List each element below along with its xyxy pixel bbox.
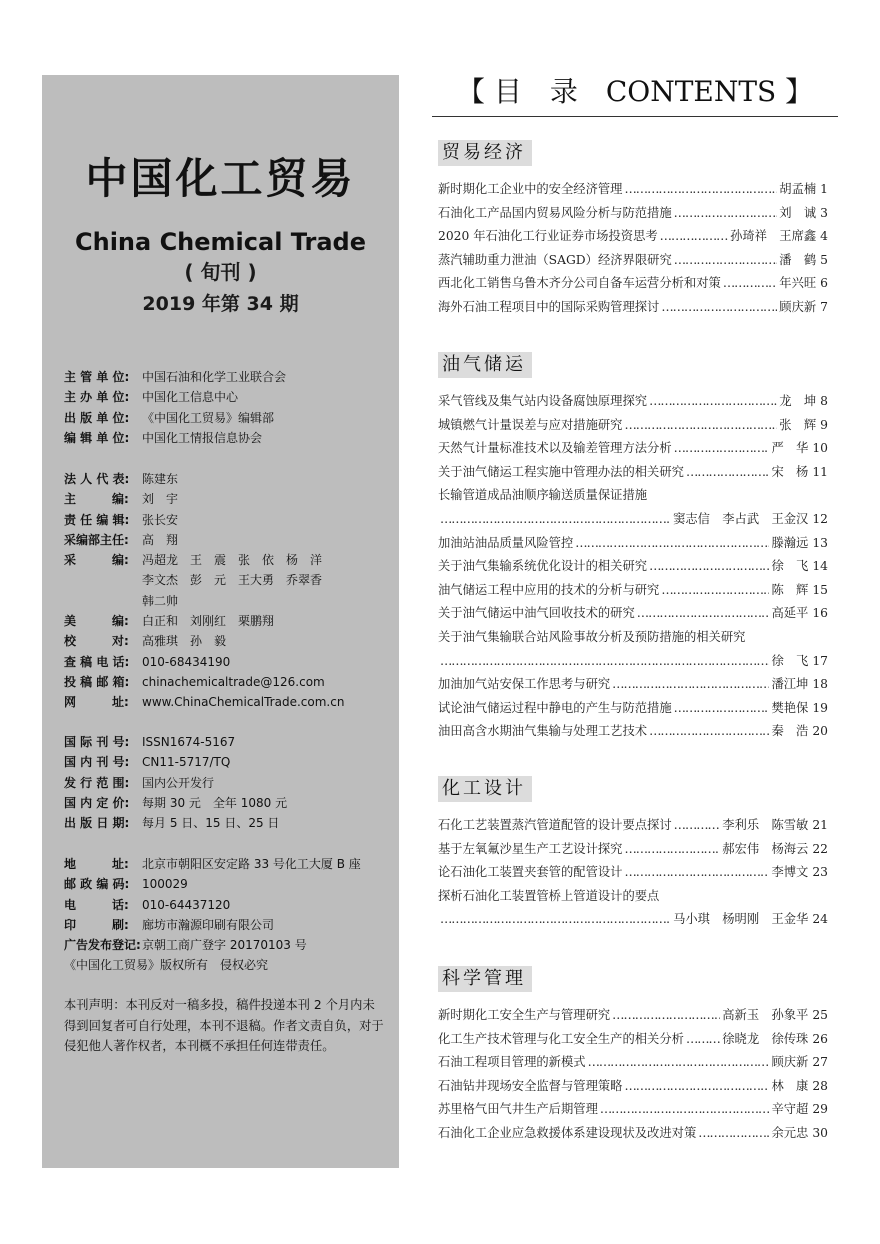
info-value: 中国化工信息中心 [142,390,239,405]
entry-title: 关于油气集输联合站风险事故分析及预防措施的相关研究 [438,629,746,644]
info-value: 中国石油和化学工业联合会 [142,370,287,384]
info-value: 国内公开发行 [142,775,215,790]
entry-authors: 徐晓龙 徐传珠 [722,1031,809,1046]
entry-authors: 高延平 [771,606,809,621]
entry-authors: 余元忠 [771,1125,809,1140]
info-value: 《中国化工贸易》编辑部 [142,410,275,425]
entry-title: 化工生产技术管理与化工安全生产的相关分析 [438,1031,684,1046]
leader-dots [575,532,769,556]
toc-entry[interactable] [438,673,828,697]
toc-section [438,140,828,320]
entry-title: 加油站油品质量风险管控 [438,535,574,550]
entry-page: 17 [812,653,828,668]
entry-title: 石油化工产品国内贸易风险分析与防范措施 [438,205,672,220]
entry-authors: 潘 鹤 [779,252,817,267]
info-value: 京朝工商广登字 20170103 号 [142,938,307,953]
entry-authors: 辛守超 [771,1102,809,1117]
publication-details [64,732,394,833]
entry-page: 16 [812,606,828,621]
leader-dots [624,1075,769,1099]
entry-page: 14 [812,559,828,574]
toc-entry[interactable] [438,650,828,674]
info-row [64,955,394,975]
info-value: 韩二帅 [142,593,179,608]
entry-title: 关于油气储运中油气回收技术的研究 [438,606,635,621]
entry-page: 21 [812,818,828,832]
info-value: 高 翔 [142,532,179,547]
toc-entry[interactable] [438,885,828,909]
entry-page: 1 [820,182,828,196]
entry-title: 论石油化工装置夹套管的配管设计 [438,865,623,880]
entry-authors: 胡孟楠 [779,182,817,196]
journal-title-en: China Chemical Trade [75,228,366,256]
entry-authors: 年兴旺 [779,276,817,291]
entry-title: 新时期化工安全生产与管理研究 [438,1008,611,1022]
leader-dots [674,202,778,226]
info-label: 发 行 范 围: [64,775,130,790]
entry-title: 长输管道成品油顺序输送质量保证措施 [438,488,648,503]
entry-page: 28 [812,1078,828,1093]
toc-entry[interactable] [438,579,828,603]
toc-entry[interactable] [438,461,828,485]
info-value: 北京市朝阳区安定路 33 号化工大厦 B 座 [142,857,361,871]
leader-dots [661,579,769,603]
toc-entry[interactable] [438,1028,828,1052]
info-label: 查 稿 电 话: [64,654,130,669]
info-label: 电 话: [64,897,129,912]
info-label: 网 址: [64,695,129,710]
leader-dots [612,1004,720,1028]
info-row [64,489,394,509]
entry-authors: 刘 诚 [779,205,817,220]
info-value: www.ChinaChemicalTrade.com.cn [142,695,345,710]
info-label: 法 人 代 表: [64,472,130,486]
entry-page: 15 [812,582,828,597]
entry-title: 2020 年石油化工行业证券市场投资思考 [438,229,658,244]
info-row [64,387,394,407]
info-value: 中国化工情报信息协会 [142,430,263,445]
toc-entry[interactable] [438,1122,828,1146]
leader-dots [686,1028,720,1052]
leader-dots [674,249,778,273]
info-label: 采编部主任: [64,532,129,547]
entry-authors: 郝宏伟 杨海云 [722,841,809,856]
info-label: 广告发布登记: [64,938,141,953]
entry-page: 23 [812,865,828,880]
entry-page: 7 [820,299,828,314]
toc-section [438,352,828,744]
entry-title: 石油化工企业应急救援体系建设现状及改进对策 [438,1125,697,1140]
info-value: CN11-5717/TQ [142,755,231,770]
info-label: 国 内 刊 号: [64,755,130,770]
info-value: 陈建东 [142,472,179,486]
entry-authors: 宋 杨 [771,464,809,479]
entry-page: 5 [820,252,828,267]
entry-title: 关于油气集输系统优化设计的相关研究 [438,559,648,574]
leader-dots [637,602,770,626]
info-label: 主 编: [64,492,129,507]
info-row [64,793,394,813]
info-value: 刘 宇 [142,492,179,507]
section-title: 科学管理 [438,966,532,992]
entry-authors: 孙琦祥 王席鑫 [730,229,817,244]
editorial-staff [64,469,394,713]
entry-authors: 陈 辉 [771,582,809,597]
info-label: 出 版 单 位: [64,410,130,425]
info-row [64,367,394,387]
info-value: 每月 5 日、15 日、25 日 [142,816,280,831]
toc-entry[interactable] [438,414,828,438]
info-value: 100029 [142,877,188,892]
entry-title: 石油钻井现场安全监督与管理策略 [438,1078,623,1093]
journal-title-cn: 中国化工贸易 [85,154,356,203]
entry-authors: 樊艳保 [771,700,809,715]
info-value: 张长安 [142,512,179,527]
leader-dots [661,296,777,320]
entry-page: 20 [812,724,828,739]
entry-title: 石化工艺装置蒸汽管道配管的设计要点探讨 [438,818,672,832]
info-label: 出 版 日 期: [64,816,130,831]
publisher-info [64,367,394,448]
entry-authors: 林 康 [771,1078,809,1093]
info-row [64,510,394,530]
entry-page: 12 [812,511,828,526]
toc-section [438,966,828,1146]
contents-header: 【 目 录 CONTENTS 】 [456,75,814,108]
toc-entry[interactable] [438,249,828,273]
info-row [64,652,394,672]
entry-title: 蒸汽辅助重力泄油（SAGD）经济界限研究 [438,252,672,267]
entry-authors: 顾庆新 [771,1055,809,1070]
info-row [64,915,394,935]
entry-page: 22 [812,841,828,856]
leader-dots [624,861,769,885]
info-value: chinachemicaltrade@126.com [142,674,325,689]
info-row [64,813,394,833]
leader-dots [649,555,769,579]
toc-entry[interactable] [438,437,828,461]
info-label [64,570,142,590]
entry-page: 8 [820,394,828,408]
entry-title: 西北化工销售乌鲁木齐分公司自备车运营分析和对策 [438,276,721,291]
info-row [64,469,394,489]
leader-dots [440,908,671,932]
entry-authors: 顾庆新 [779,299,817,314]
entry-page: 10 [812,441,828,456]
info-label: 国 内 定 价: [64,795,130,810]
entry-authors: 高新玉 孙象平 [722,1008,809,1022]
entry-title: 油气储运工程中应用的技术的分析与研究 [438,582,660,597]
info-row [64,692,394,712]
toc-entry[interactable] [438,861,828,885]
info-label: 国 际 刊 号: [64,735,130,749]
entry-page: 29 [812,1102,828,1117]
entry-page: 9 [820,417,828,432]
info-label: 美 编: [64,614,129,629]
info-row [64,550,394,570]
info-label: 编 辑 单 位: [64,430,130,445]
entry-page: 19 [812,700,828,715]
entry-title: 试论油气储运过程中静电的产生与防范措施 [438,700,672,715]
entry-authors: 窦志信 李占武 王金汉 [673,511,809,526]
toc-entry[interactable] [438,626,828,650]
info-label: 投 稿 邮 箱: [64,674,130,689]
entry-authors: 严 华 [771,441,809,456]
info-row [64,408,394,428]
info-label: 印 刷: [64,917,129,932]
entry-page: 3 [820,205,828,220]
leader-dots [588,1051,770,1075]
entry-title: 探析石油化工装置管桥上管道设计的要点 [438,888,660,903]
entry-title: 天然气计量标准技术以及输差管理方法分析 [438,441,672,456]
entry-title: 城镇燃气计量误差与应对措施研究 [438,417,623,432]
info-value: 廊坊市瀚源印刷有限公司 [142,917,275,932]
toc-entry[interactable] [438,1075,828,1099]
entry-authors: 潘江坤 [771,677,809,692]
toc-entry[interactable] [438,1098,828,1122]
toc-entry[interactable] [438,390,828,414]
info-row [64,895,394,915]
toc-entry[interactable] [438,555,828,579]
entry-authors: 张 辉 [779,417,817,432]
entry-authors: 徐 飞 [771,653,809,668]
contact-info [64,854,394,976]
info-value: 冯超龙 王 震 张 依 杨 洋 [142,553,323,568]
leader-dots [686,461,769,485]
leader-dots [674,437,770,461]
leader-dots [624,178,777,202]
masthead-panel [42,75,399,1168]
toc-entry[interactable] [438,814,828,838]
leader-dots [660,225,728,249]
entry-page: 27 [812,1055,828,1070]
issue-number: 2019 年第 34 期 [142,293,299,315]
info-value: 《中国化工贸易》版权所有 侵权必究 [64,958,269,973]
entry-title: 关于油气储运工程实施中管理办法的相关研究 [438,464,684,479]
entry-authors: 龙 坤 [779,394,817,408]
info-row [64,732,394,752]
toc-entry[interactable] [438,697,828,721]
info-label: 主 管 单 位: [64,370,130,384]
entry-authors: 李博文 [771,865,809,880]
info-value: 高雅琪 孙 毅 [142,634,227,649]
entry-page: 18 [812,677,828,692]
leader-dots [440,650,769,674]
toc-entry[interactable] [438,225,828,249]
entry-page: 4 [820,229,828,244]
leader-dots [600,1098,770,1122]
leader-dots [723,272,777,296]
toc-entry[interactable] [438,908,828,932]
entry-page: 25 [812,1008,828,1022]
info-value: 李文杰 彭 元 王大勇 乔翠香 [142,573,323,588]
info-value: 每期 30 元 全年 1080 元 [142,795,288,810]
toc-section [438,776,828,932]
copyright-declaration: 本刊声明：本刊反对一稿多投，稿件投递本刊 2 个月内未得到回复者可自行处理，本刊不退稿。作者文责自负，对于侵犯他人著作权者，本刊概不承担任何连带责任。 [64,998,384,1053]
entry-title: 油田高含水期油气集输与处理工艺技术 [438,724,648,739]
entry-page: 13 [812,535,828,550]
entry-authors: 马小琪 杨明刚 王金华 [673,912,809,927]
section-title: 化工设计 [438,776,532,802]
toc-entry[interactable] [438,1051,828,1075]
entry-title: 石油工程项目管理的新模式 [438,1055,586,1070]
entry-authors: 秦 浩 [771,724,809,739]
info-row [64,935,394,955]
info-label [64,591,142,611]
leader-dots [698,1122,769,1146]
entry-title: 采气管线及集气站内设备腐蚀原理探究 [438,394,648,408]
info-label: 校 对: [64,634,129,649]
section-title: 贸易经济 [438,140,532,166]
toc-entry[interactable] [438,272,828,296]
info-row [64,773,394,793]
entry-authors: 滕瀚远 [771,535,809,550]
info-value: 010-68434190 [142,654,231,669]
leader-dots [612,673,769,697]
leader-dots [624,414,777,438]
info-row [64,631,394,651]
leader-dots [624,838,720,862]
leader-dots [674,814,721,838]
entry-title: 苏里格气田气井生产后期管理 [438,1102,598,1117]
info-row [64,854,394,874]
section-title: 油气储运 [438,352,532,378]
entry-page: 26 [812,1031,828,1046]
toc-entry[interactable] [438,296,828,320]
toc-entry[interactable] [438,720,828,744]
leader-dots [649,720,769,744]
toc-entry[interactable] [438,508,828,532]
info-value: ISSN1674-5167 [142,735,236,749]
info-row [64,752,394,772]
info-row [64,530,394,550]
entry-title: 新时期化工企业中的安全经济管理 [438,182,623,196]
entry-page: 30 [812,1125,828,1140]
toc-entry[interactable] [438,484,828,508]
info-row [64,672,394,692]
leader-dots [674,697,770,721]
info-label: 采 编: [64,553,129,568]
entry-title: 基于左氧氟沙星生产工艺设计探究 [438,841,623,856]
journal-frequency: ( 旬刊 ) [184,260,257,284]
info-row [64,611,394,631]
entry-authors: 李利乐 陈雪敏 [722,818,809,832]
entry-page: 6 [820,276,828,291]
toc-entry[interactable] [438,602,828,626]
info-value: 010-64437120 [142,897,231,912]
info-row [64,570,394,590]
info-label: 邮 政 编 码: [64,877,130,892]
leader-dots [440,508,671,532]
toc-entry[interactable] [438,202,828,226]
entry-page: 24 [812,912,828,927]
entry-title: 海外石油工程项目中的国际采购管理探讨 [438,299,660,314]
info-row [64,874,394,894]
entry-authors: 徐 飞 [771,559,809,574]
entry-page: 11 [812,464,828,479]
toc-entry[interactable] [438,532,828,556]
contents-divider [432,116,838,117]
info-label: 地 址: [64,857,129,871]
info-row [64,591,394,611]
info-value: 白正和 刘刚红 栗鹏翔 [142,614,275,629]
toc-entry[interactable] [438,178,828,202]
masthead [42,153,399,317]
info-label: 主 办 单 位: [64,390,130,405]
leader-dots [649,390,777,414]
info-label: 责 任 编 辑: [64,512,130,527]
toc-entry[interactable] [438,838,828,862]
entry-title: 加油加气站安保工作思考与研究 [438,677,611,692]
toc-entry[interactable] [438,1004,828,1028]
info-row [64,428,394,448]
